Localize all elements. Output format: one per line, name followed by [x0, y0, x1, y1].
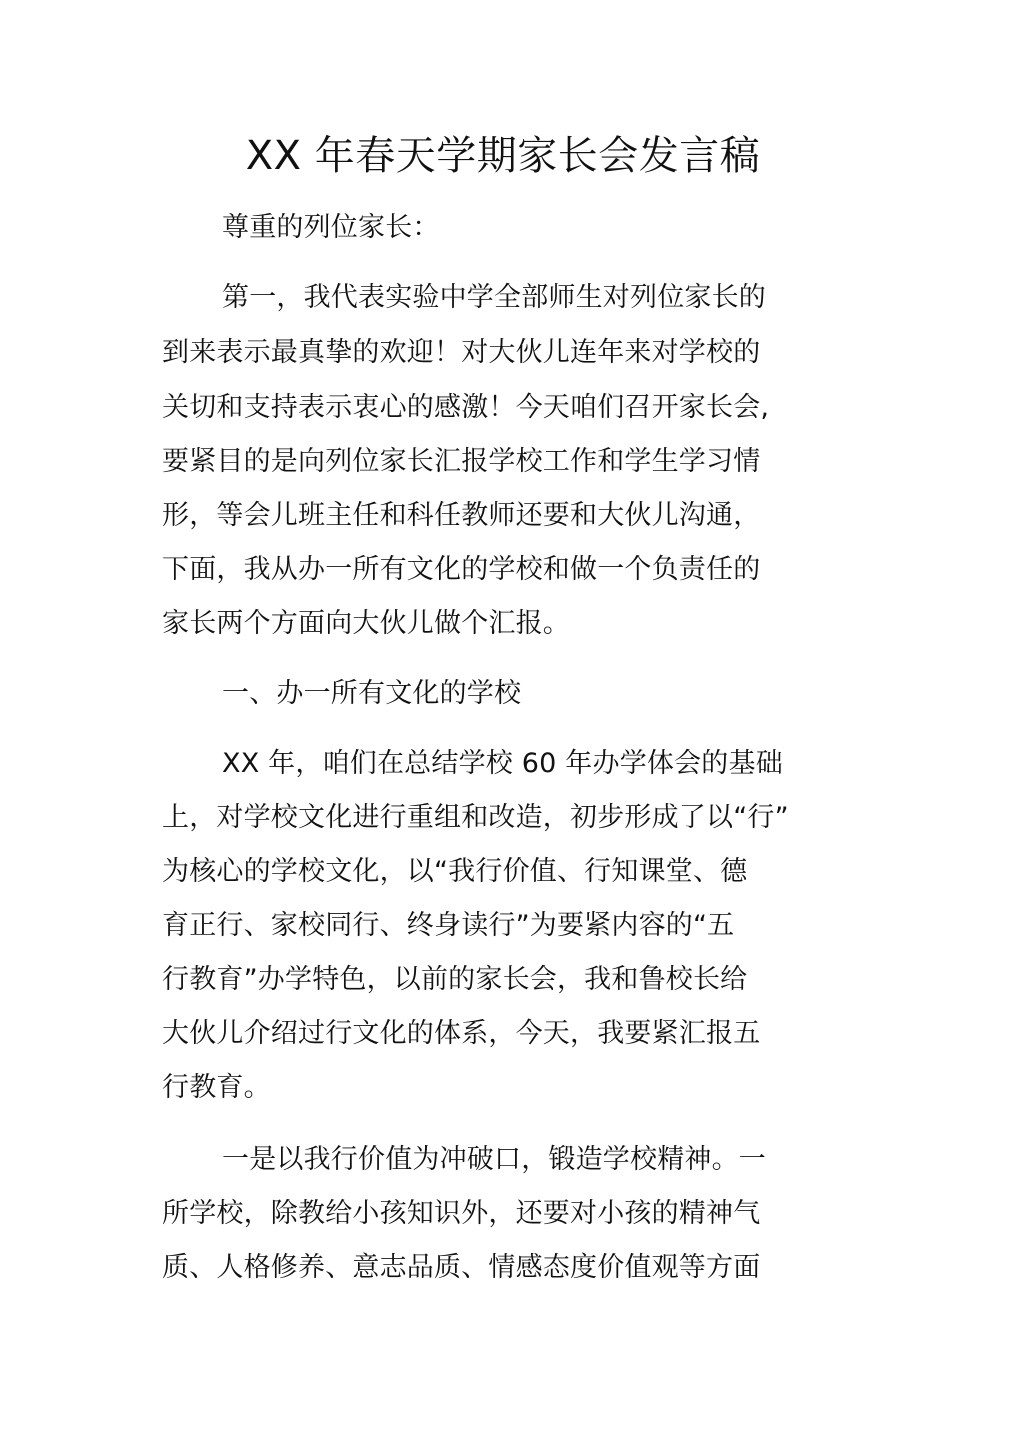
paragraph-line: 行教育。: [162, 1072, 271, 1103]
paragraph-line: 第一，我代表实验中学全部师生对列位家长的: [222, 282, 766, 313]
paragraph-line: 上，对学校文化进行重组和改造，初步形成了以“行”: [162, 802, 789, 833]
paragraph-line: 大伙儿介绍过行文化的体系，今天，我要紧汇报五: [162, 1018, 761, 1049]
paragraph-line: 行教育”办学特色，以前的家长会，我和鲁校长给: [162, 964, 748, 995]
paragraph-line: 下面，我从办一所有文化的学校和做一个负责任的: [162, 554, 761, 585]
paragraph-line: 育正行、家校同行、终身读行”为要紧内容的“五: [162, 910, 735, 941]
paragraph-line: 关切和支持表示衷心的感激！今天咱们召开家长会,: [162, 392, 770, 423]
paragraph-line: XX 年，咱们在总结学校 60 年办学体会的基础: [222, 748, 783, 779]
paragraph-line: 要紧目的是向列位家长汇报学校工作和学生学习情: [162, 446, 761, 477]
document-title: XX 年春天学期家长会发言稿: [245, 133, 761, 179]
paragraph-line: 一是以我行价值为冲破口，锻造学校精神。一: [222, 1144, 766, 1175]
paragraph-line: 为核心的学校文化，以“我行价值、行知课堂、德: [162, 856, 748, 887]
section-heading: 一、办一所有文化的学校: [222, 678, 522, 709]
paragraph-line: 形，等会儿班主任和科任教师还要和大伙儿沟通，: [162, 500, 761, 531]
greeting-line: 尊重的列位家长：: [222, 212, 440, 243]
paragraph-line: 到来表示最真挚的欢迎！对大伙儿连年来对学校的: [162, 337, 761, 368]
paragraph-line: 所学校，除教给小孩知识外，还要对小孩的精神气: [162, 1198, 761, 1229]
paragraph-line: 家长两个方面向大伙儿做个汇报。: [162, 608, 570, 639]
paragraph-line: 质、人格修养、意志品质、情感态度价值观等方面: [162, 1252, 761, 1283]
